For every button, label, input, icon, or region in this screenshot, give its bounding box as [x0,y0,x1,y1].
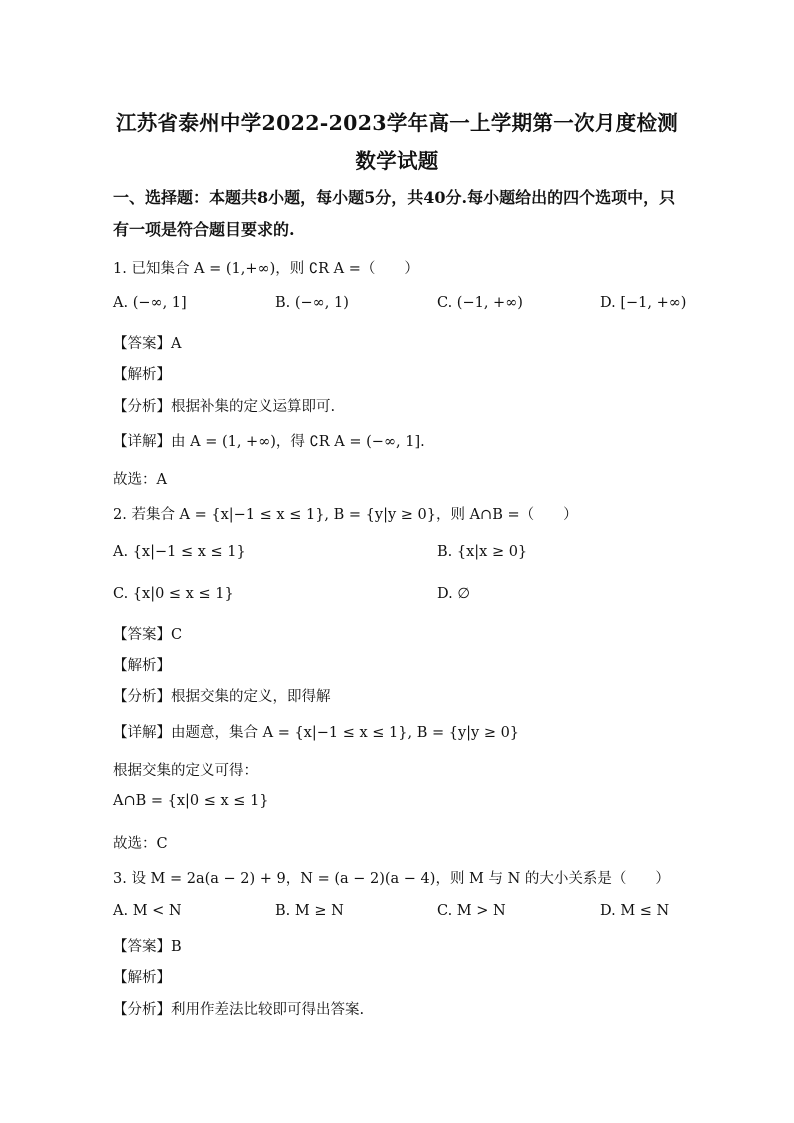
q2-step2: A∩B = {x|0 ≤ x ≤ 1} [113,793,269,809]
q3-fenxi: 【分析】利用作差法比较即可得出答案. [113,1002,365,1018]
q2-fenxi: 【分析】根据交集的定义，即得解 [113,689,331,705]
q3-option-d: D. M ≤ N [600,903,670,919]
q1-analysis-label: 【解析】 [113,367,171,383]
q2-option-a: A. {x|−1 ≤ x ≤ 1} [113,544,246,560]
exam-title: 江苏省泰州中学2022-2023学年高一上学期第一次月度检测 [115,111,679,135]
q3-analysis-label: 【解析】 [113,970,171,986]
q1-option-c: C. (−1, +∞) [437,295,523,311]
q3-option-c: C. M > N [437,903,506,919]
q1-option-a: A. (−∞, 1] [113,295,187,311]
exam-subtitle: 数学试题 [355,149,439,173]
q3-stem: 3. 设 M = 2a(a − 2) + 9，N = (a − 2)(a − 4)，则 M 与 N 的大小关系是（ ） [113,871,670,887]
q2-analysis-label: 【解析】 [113,658,171,674]
q3-answer: 【答案】B [113,939,182,955]
section-heading-line1: 一、选择题：本题共8小题，每小题5分，共40分.每小题给出的四个选项中，只 [113,188,676,207]
q1-option-b: B. (−∞, 1) [275,295,349,311]
q3-option-a: A. M < N [113,903,182,919]
q2-option-c: C. {x|0 ≤ x ≤ 1} [113,586,234,602]
q2-answer: 【答案】C [113,627,183,643]
q1-detail: 【详解】由 A = (1, +∞)，得 ∁R A = (−∞, 1]. [113,434,425,450]
q2-choice: 故选：C [113,836,168,852]
q1-fenxi: 【分析】根据补集的定义运算即可. [113,399,336,415]
q1-answer: 【答案】A [113,336,182,352]
q2-detail: 【详解】由题意，集合 A = {x|−1 ≤ x ≤ 1}, B = {y|y ≥ 0} [113,725,520,741]
q1-choice: 故选：A [113,472,167,488]
q2-stem: 2. 若集合 A = {x|−1 ≤ x ≤ 1}, B = {y|y ≥ 0}，则 A∩B =（ ） [113,507,578,523]
q2-option-d: D. ∅ [437,586,470,602]
q2-option-b: B. {x|x ≥ 0} [437,544,528,560]
q1-option-d: D. [−1, +∞) [600,295,687,311]
q1-stem: 1. 已知集合 A = (1,+∞)，则 ∁R A =（ ） [113,261,419,277]
q2-step1: 根据交集的定义可得： [113,763,258,779]
q3-option-b: B. M ≥ N [275,903,344,919]
section-heading-line2: 有一项是符合题目要求的. [113,220,295,239]
